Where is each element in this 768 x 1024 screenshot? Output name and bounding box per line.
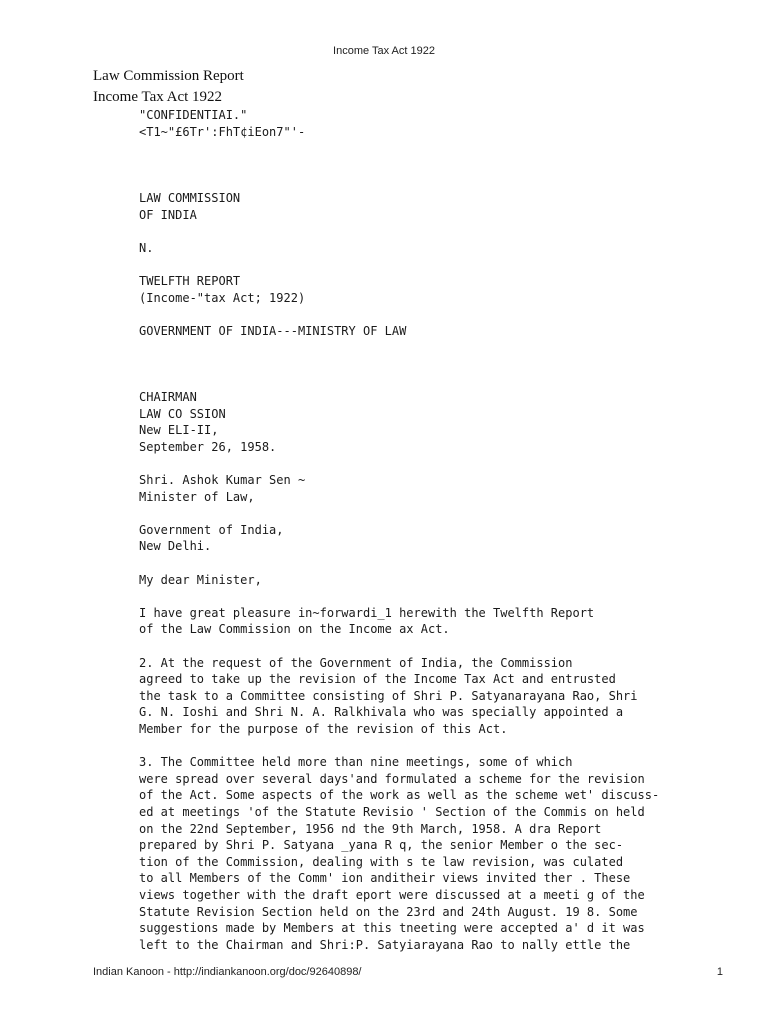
footer-source-link[interactable]: Indian Kanoon - http://indiankanoon.org/doc/92640898/ bbox=[93, 966, 362, 978]
document-body: "CONFIDENTIAI." <T1~"£6Tr':FhT¢iEon7"'- LAW COMMISSION OF INDIA N. TWELFTH REPORT (Income-"tax Act; 1922) GOVERNMENT OF INDIA---MINISTRY OF LAW CHAIRMAN LAW CO SSION New ELI-II, September 26, 1958. Shri. Ashok Kumar Sen ~ Minister of Law, Government of India, New Delhi. My dear Minister, I have great pleasure in~forwardi_1 herewith the Twelfth Report of the Law Commission on the Income ax Act. 2. At the request of the Government of India, the Commission agreed to take up the revision of the Income Tax Act and entrusted the task to a Committee consisting of Shri P. Satyanarayana Rao, Shri G. N. Ioshi and Shri N. A. Ralkhivala who was specially appointed a Member for the purpose of the revision of this Act. 3. The Committee held more than nine meetings, some of which were spread over several days'and formulated a scheme for the revision of the Act. Some aspects of the work as well as the scheme wet' discuss- ed at meetings 'of the Statute Revisio ' Section of the Commis on held on the 22nd September, 1956 nd the 9th March, 1958. A dra Report prepared by Shri P. Satyana _yana R q, the senior Member o the sec- tion of the Commission, dealing with s te law revision, was culated to all Members of the Comm' ion anditheir views invited ther . These views together with the draft eport were discussed at a meeti g of the Statute Revision Section held on the 23rd and 24th August. 19 8. Some suggestions made by Members at this tneeting were accepted a' d it was left to the Chairman and Shri:P. Satyiarayana Rao to nally ettle the bbox=[139, 108, 660, 952]
page-number: 1 bbox=[716, 966, 723, 978]
document-subtitle: Income Tax Act 1922 bbox=[93, 89, 223, 105]
document-title: Law Commission Report bbox=[93, 68, 244, 84]
page-header: Income Tax Act 1922 bbox=[333, 45, 435, 57]
